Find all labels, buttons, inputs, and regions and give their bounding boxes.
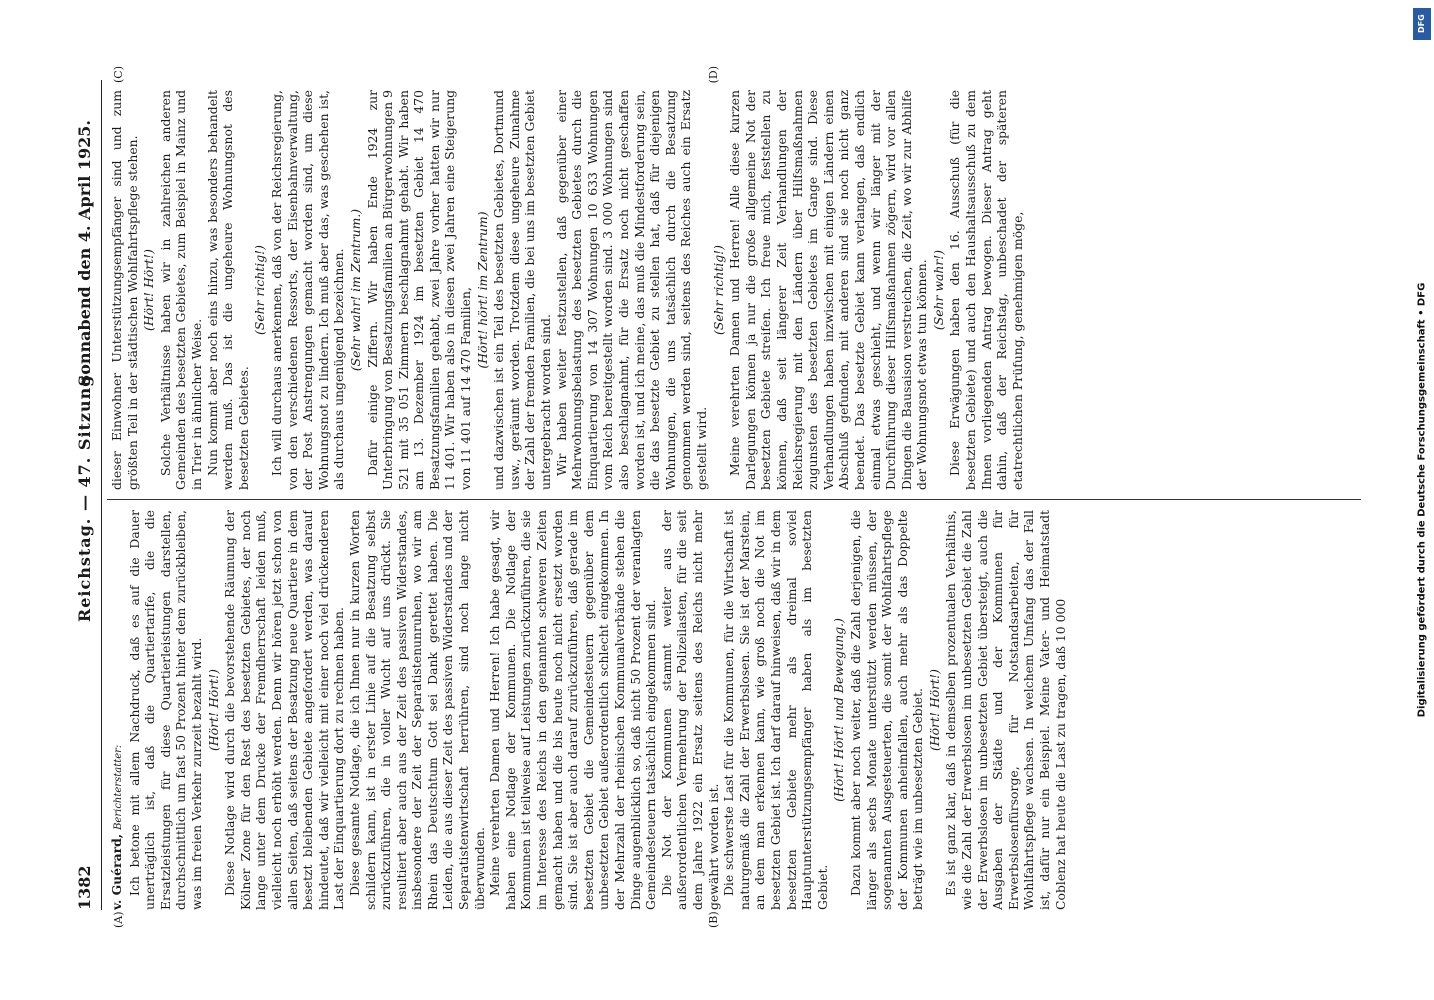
interjection: (Hört! Hört!) (205, 669, 221, 751)
session-title: Reichstag. — 47. Sitzung. (75, 367, 94, 623)
paragraph: Diese gesamte Notlage, die ich Ihnen nur in kurzen Worten schildern kann, ist in erster Linie auf die Besatzung selbst zurückzuführen, die in voller Wucht auf uns drückt. Sie resultiert aber auch aus der Zeit des passiven Widerstandes, insbesondere der Zeit der Separatistenunruhen, wo wir am Rhein das Deutschtum Gott sei Dank gerettet haben. Die Leiden, die aus dieser Zeit des passiven Widerstandes und der Separatistenwirtschaft herrühren, sind noch lange nicht überwunden. (346, 510, 487, 910)
paragraph: Die Not der Kommunen stammt weiter aus der außerordentlichen Vermehrung der Polizeilasten, für die seit dem Jahre 1922 ein Ersatz seitens des Reichs nicht mehr gewährt worden ist. (658, 510, 721, 910)
page-number: 1382 (75, 865, 94, 910)
paragraph: Dazu kommt aber noch weiter, daß die Zahl derjenigen, die länger als sechs Monate unterstützt werden müssen, der sogenannten Ausgesteuerten, die somit der Wohlfahrtspflege der Kommunen anheimfallen, auch mehr als das Doppelte beträgt wie im unbesetzten Gebiet. (847, 510, 926, 910)
paragraph: Ich betone mit allem Nachdruck, daß es auf die Dauer unerträglich ist, daß die Quartiertarife, die die Ersatzleistungen für diese Quartierleistungen darstellen, durchschnittlich um fast 50 Prozent hinter dem zurückbleiben, was im freien Verkehr zurzeit bezahlt wird. (126, 510, 204, 910)
column-divider (107, 499, 1361, 500)
speaker-role: Berichterstatter: (113, 744, 124, 830)
paragraph: Ich will durchaus anerkennen, daß von der Reichsregierung, von den verschiedenen Ressorts, der Eisenbahnverwaltung, der Post Anstrengungen gemacht worden sind, um diese Wohnungsnot zu lindern. Ich muß aber das, was geschehen ist, als durchaus ungenügend bezeichnen. (268, 90, 347, 490)
interjection: (Hört! Hört! und Bewegung.) (831, 618, 847, 802)
margin-marker-c: (C) (112, 66, 125, 83)
margin-marker-a: (A) (112, 911, 125, 928)
paragraph: Dafür einige Ziffern. Wir haben Ende 1924 zur Unterbringung von Besatzungsfamilien an Bürgerwohnungen 9 521 mit 35 051 Zimmern beschlagnahmt gehabt. Wir haben am 13. Dezember 1924 im besetzten Gebiet 14 470 Besatzungsfamilien gehabt, zwei Jahre vorher hatten wir nur 11 401. Wir haben also in diesen zwei Jahren eine Steigerung von 11 401 auf 14 470 Familien, (364, 90, 474, 490)
right-text-column (109, 90, 1359, 490)
paragraph: Meine verehrten Damen und Herren! Ich habe gesagt, wir haben eine Notlage der Kommunen. Die Notlage der Kommunen ist teilweise auf Leistungen zurückzuführen, die sie im Interesse des Reichs in den genannten schweren Zeiten gemacht haben und die bis heute noch nicht ersetzt worden sind. Sie ist aber auch darauf zurückzuführen, daß gerade im besetzten Gebiet die Gemeindesteuern gegenüber dem unbesetzten Gebiet außerordentlich schlecht eingekommen. In der Mehrzahl der rheinischen Kommunalverbände stehen die Dinge augenblicklich so, daß nicht 50 Prozent der veranlagten Gemeindesteuern tatsächlich eingekommen sind. (487, 510, 659, 910)
paragraph: Nun kommt aber noch eins hinzu, was besonders behandelt werden muß. Das ist die ungeheure Wohnungsnot des besetzten Gebietes. (204, 90, 251, 490)
header-rule (101, 80, 102, 910)
speaker-name: v. Guérard, (109, 833, 124, 910)
interjection: (Hört! hört! im Zentrum) (474, 211, 490, 369)
margin-marker-d: (D) (707, 66, 720, 84)
interjection: (Sehr richtig!) (252, 245, 268, 335)
paragraph: und dazwischen ist ein Teil des besetzten Gebietes, Dortmund usw., geräumt worden. Trotzdem diese ungeheure Zunahme der Zahl der fremden Familien, die bei uns im besetzten Gebiet untergebracht worden sind. (491, 90, 554, 490)
interjection: (Sehr wahr! im Zentrum.) (347, 208, 363, 372)
paragraph: Diese Erwägungen haben den 16. Ausschuß (für die besetzten Gebiete) und auch den Haushaltsausschuß zu dem Ihnen vorliegenden Antrag bewogen. Dieser Antrag geht dahin, daß der Reichstag, unbeschadet der späteren etatrechtlichen Prüfung, genehmigen möge, (947, 90, 1025, 490)
paragraph: Die schwerste Last für die Kommunen, für die Wirtschaft ist naturgemäß die Zahl der Erwerbslosen. Sie ist der Marstein, an dem man erkennen kann, wie groß noch die Not im besetzten Gebiet ist. Ich darf darauf hinweisen, daß wir in dem besetzten Gebiete mehr als dreimal soviel Hauptunterstützungsempfänger haben als im besetzten Gebiet. (721, 510, 830, 910)
session-date: Sonnabend den 4. April 1925. (75, 120, 94, 387)
digitization-credit (1407, 0, 1434, 1000)
interjection: (Hört! Hört!) (926, 669, 942, 751)
margin-marker-b: (B) (707, 911, 720, 928)
interjection: (Sehr richtig!) (710, 245, 726, 335)
left-text-column (109, 510, 1359, 910)
paragraph: Wir haben weiter festzustellen, daß gegenüber einer Mehrwohnungsbelastung des besetzten Gebietes durch die Einquartierung von 14 307 Wohnungen 10 633 Wohnungen vom Reich bereitgestellt worden sind. 3 000 Wohnungen sind also beschlagnahmt, für die Ersatz noch nicht geschaffen worden ist, und ich meine, das muß die Mindestforderung sein, die das besetzte Gebiet zu stellen hat, daß für diejenigen Wohnungen, die uns tatsächlich durch die Besatzung genommen werden sind, seitens des Reiches auch ein Ersatz gestellt wird. (553, 90, 709, 490)
credit-text: Digitalisierung gefördert durch die Deutsche Forschungsgemeinschaft • DFG (1416, 282, 1428, 718)
paragraph: Meine verehrten Damen und Herren! Alle diese kurzen Darlegungen können ja nur die große allgemeine Not der besetzten Gebiete streifen. Ich freue mich, feststellen zu können, daß seit längerer Zeit Verhandlungen der Reichsregierung mit den Ländern über Hilfsmaßnahmen zugunsten des besetzten Gebietes im Gange sind. Diese Verhandlungen haben inzwischen mit einigen Ländern einen Abschluß gefunden, mit anderen sind sie noch nicht ganz beendet. Das besetzte Gebiet kann verlangen, daß endlich einmal etwas geschieht, und wenn wir länger mit der Durchführung dieser Hilfsmaßnahmen zögern, wird vor allen Dingen die Bausaison verstreichen, die Zeit, wo wir zur Abhilfe der Wohnungsnot etwas tun können. (727, 90, 930, 490)
interjection: (Sehr wahr!) (930, 249, 946, 331)
page-header (75, 80, 97, 910)
dfg-logo: DFG (1413, 8, 1431, 40)
paragraph: dieser Einwohner Unterstützungsempfänger sind und zum größten Teil in der städtischen Wohlfahrtspflege stehen. (109, 90, 140, 490)
rotated-document-page (67, 66, 1367, 930)
paragraph: Es ist ganz klar, daß in demselben prozentualen Verhältnis, wie die Zahl der Erwerbslosen im unbesetzten Gebiet die Zahl der Erwerbslosen im unbesetzten Gebiet übersteigt, auch die Ausgaben der Städte und der Kommunen für Erwerbslosenfürsorge, für Notstandsarbeiten, für Wohlfahrtspflege wachsen. In welchem Umfang das der Fall ist, dafür nur ein Beispiel. Meine Vater- und Heimatstadt Coblenz hat heute die Last zu tragen, daß 10 000 (943, 510, 1068, 910)
speaker-line (109, 510, 127, 910)
paragraph: Diese Notlage wird durch die bevorstehende Räumung der Kölner Zone für den Rest des besetzten Gebietes, der noch lange unter dem Drucke der Fremdherrschaft leiden muß, vielleicht noch erhöht werden. Denn wir hören jetzt schon von allen Seiten, daß seitens der Besatzung neue Quartiere in dem besetzt bleibenden Gebiete angefordert werden, was darauf hindeutet, daß wir vielleicht mit einer noch viel drückenderen Last der Einquartierung dort zu rechnen haben. (222, 510, 347, 910)
interjection: (Hört! Hört!) (141, 249, 157, 331)
paragraph: Solche Verhältnisse haben wir in zahlreichen anderen Gemeinden des besetzten Gebietes, zum Beispiel in Mainz und in Trier in ähnlicher Weise. (157, 90, 204, 490)
